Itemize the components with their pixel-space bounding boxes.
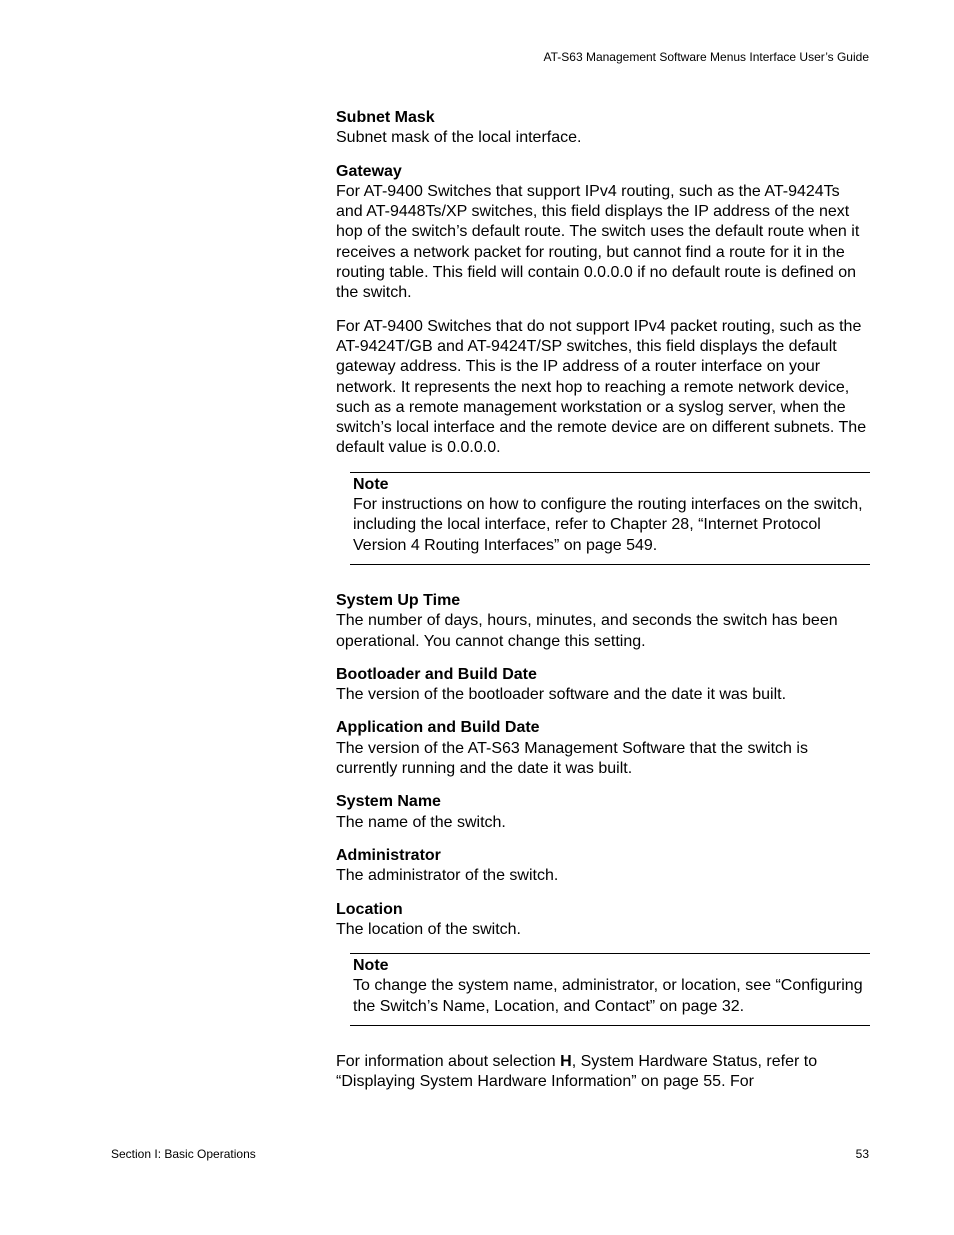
- entry-description: For AT-9400 Switches that support IPv4 routing, such as the AT-9424Ts and AT-9448Ts/XP switches, this field displays the IP address of the next hop of the switch’s default route. The switch uses the default route when it receives a network packet for routing, but cannot find a route for it in the routing table. This field will contain 0.0.0.0 if no default route is defined on the switch.: [336, 182, 860, 302]
- entry-application: [336, 718, 870, 779]
- entry-title: System Up Time: [336, 591, 461, 609]
- note-body: To change the system name, administrator, or location, see “Configuring the Switch’s Name, Location, and Contact” on page 32.: [353, 977, 863, 1015]
- note-body: For instructions on how to configure the routing interfaces on the switch, including the local interface, refer to Chapter 28, “Internet Protocol Version 4 Routing Interfaces” on page 549.: [353, 496, 863, 554]
- entry-title: Subnet Mask: [336, 109, 435, 126]
- entry-description: The version of the bootloader software and the date it was built.: [336, 686, 787, 704]
- entry-description: The name of the switch.: [336, 813, 506, 831]
- closing-paragraph: [336, 1052, 870, 1093]
- closing-text-suffix: , System Hardware Status, refer to “Displaying System Hardware Information” on page 55. For: [336, 1052, 818, 1091]
- note-box-routing: [350, 472, 870, 565]
- entry-administrator: [336, 846, 870, 887]
- running-header: AT-S63 Management Software Menus Interface User’s Guide: [543, 50, 869, 64]
- entry-subnet-mask: [336, 108, 870, 149]
- entry-description: Subnet mask of the local interface.: [336, 129, 582, 147]
- entry-system-name: [336, 792, 870, 833]
- note-box-name-location: [350, 953, 870, 1026]
- entry-description: For AT-9400 Switches that do not support IPv4 packet routing, such as the AT-9424T/GB and AT-9424T/SP switches, this field displays the default gateway address. This is the IP address of a router interface on your network. It represents the next hop to reaching a remote network device, such as a remote management workstation or a syslog server, when the switch’s local interface and the remote device are on different subnets. The default value is 0.0.0.0.: [336, 317, 867, 457]
- entry-description: The administrator of the switch.: [336, 867, 559, 885]
- note-title: Note: [353, 957, 389, 975]
- entry-title: Application and Build Date: [336, 719, 540, 737]
- entry-title: System Name: [336, 793, 441, 811]
- entry-system-up-time: [336, 591, 870, 652]
- entry-description: The version of the AT-S63 Management Software that the switch is currently running and the date it was built.: [336, 739, 808, 778]
- entry-bootloader: [336, 665, 870, 706]
- entry-description: The location of the switch.: [336, 920, 521, 938]
- entry-title: Bootloader and Build Date: [336, 665, 537, 683]
- entry-gateway: [336, 162, 870, 459]
- entry-title: Gateway: [336, 162, 402, 180]
- note-title: Note: [353, 475, 389, 493]
- entry-location: [336, 900, 870, 941]
- entry-title: Location: [336, 900, 403, 918]
- entry-description: The number of days, hours, minutes, and seconds the switch has been operational. You cannot change this setting.: [336, 612, 838, 650]
- footer-section: Section I: Basic Operations: [111, 1147, 256, 1161]
- page-number: 53: [855, 1147, 869, 1161]
- selection-key: H: [560, 1052, 572, 1070]
- entry-title: Administrator: [336, 846, 441, 864]
- closing-text-prefix: For information about selection: [336, 1052, 561, 1070]
- page-content: [336, 108, 870, 1093]
